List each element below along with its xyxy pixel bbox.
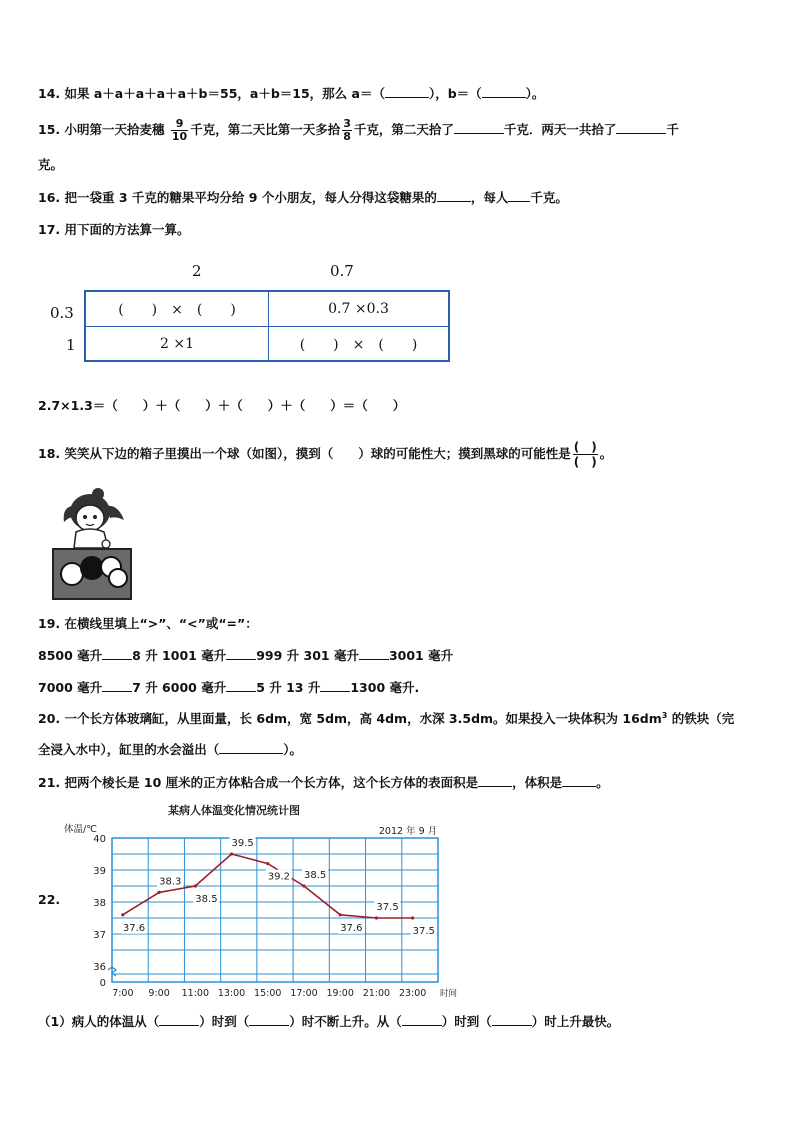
q16-text-3: 千克。 bbox=[530, 190, 568, 205]
x-tick-label: 23:00 bbox=[398, 988, 427, 999]
data-label: 38.3 bbox=[159, 876, 182, 888]
y-tick-label: 38 bbox=[93, 898, 106, 909]
data-label: 37.6 bbox=[122, 922, 146, 934]
grid-top-right-label: 0.7 bbox=[330, 262, 354, 280]
x-tick-label: 13:00 bbox=[217, 988, 246, 999]
q19-r1-item: 3001 毫升 bbox=[388, 648, 454, 663]
q20-text-1: 一个长方体玻璃缸，从里面量，长 6dm，宽 5dm，高 4dm，水深 3.5dm。如果投入一块体积为 16dm bbox=[64, 711, 662, 726]
x-tick-label: 11:00 bbox=[181, 988, 210, 999]
q14-answer-a[interactable] bbox=[385, 85, 429, 98]
q20-superscript: 3 bbox=[661, 710, 668, 720]
frac-num: 3 bbox=[343, 117, 351, 130]
multiplication-grid bbox=[84, 290, 450, 362]
fraction-9-10 bbox=[171, 118, 188, 143]
q20-text-2: 全浸入水中），缸里的水会溢出（ bbox=[38, 742, 220, 757]
frac-den: ( ) bbox=[573, 455, 597, 469]
q18-text-1: 笑笑从下边的箱子里摸出一个球（如图），摸到（ ）球的可能性大；摸到黑球的可能性是 bbox=[64, 446, 571, 461]
x-tick-label: 17:00 bbox=[290, 988, 318, 999]
q20-number: 20. bbox=[38, 711, 61, 726]
q16-text-1: 把一袋重 3 千克的糖果平均分给 9 个小朋友，每人分得这袋糖果的 bbox=[64, 190, 437, 205]
question-19 bbox=[38, 614, 258, 632]
q14-text: 如果 a＋a＋a＋a＋a＋b＝55，a＋b＝15，那么 a＝（ bbox=[64, 86, 385, 101]
x-tick-label: 19:00 bbox=[326, 988, 354, 999]
compare-blank[interactable] bbox=[320, 679, 350, 692]
q17-equation[interactable]: 2.7×1.3＝（ ）＋（ ）＋（ ）＋（ ）＝（ ） bbox=[38, 398, 406, 413]
q15-continuation bbox=[38, 155, 63, 173]
q20-text-2b: ）。 bbox=[283, 742, 303, 757]
grid-top-left-label: 2 bbox=[192, 262, 202, 280]
chart-title: 某病人体温变化情况统计图 bbox=[168, 804, 300, 817]
q22-text-1: （1）病人的体温从（ bbox=[38, 1014, 160, 1029]
x-tick-label: 21:00 bbox=[362, 988, 391, 999]
q22-answer-3[interactable] bbox=[402, 1013, 442, 1026]
q16-number: 16. bbox=[38, 190, 61, 205]
compare-blank[interactable] bbox=[226, 679, 256, 692]
q19-r2-item: 1300 毫升. bbox=[350, 680, 420, 695]
data-point bbox=[266, 862, 269, 865]
x-axis-label: 时间 bbox=[440, 989, 458, 999]
y-tick-label: 40 bbox=[93, 834, 106, 845]
frac-num: 9 bbox=[171, 118, 188, 131]
compare-blank[interactable] bbox=[102, 647, 132, 660]
q22-answer-2[interactable] bbox=[249, 1013, 289, 1026]
data-point bbox=[302, 884, 305, 887]
q20-answer[interactable] bbox=[219, 741, 283, 754]
q14-answer-b[interactable] bbox=[482, 85, 526, 98]
question-20 bbox=[38, 709, 734, 727]
grid-cell-top-left[interactable]: ( ) × ( ) bbox=[118, 302, 236, 318]
chart-subtitle: 2012 年 9 月 bbox=[378, 826, 438, 837]
x-tick-label: 9:00 bbox=[148, 988, 170, 999]
q15-answer-2[interactable] bbox=[616, 121, 666, 134]
q22-answer-1[interactable] bbox=[159, 1013, 199, 1026]
data-point bbox=[230, 852, 233, 855]
fraction-3-8 bbox=[342, 118, 352, 143]
q19-number: 19. bbox=[38, 616, 61, 631]
q21-text-3: 。 bbox=[596, 775, 609, 790]
compare-blank[interactable] bbox=[226, 647, 256, 660]
x-tick-label: 7:00 bbox=[112, 988, 134, 999]
q15-answer-1[interactable] bbox=[454, 121, 504, 134]
girl-illustration bbox=[56, 486, 136, 552]
q15-text-2: 千克，第二天比第一天多拾 bbox=[190, 122, 341, 137]
frac-den: 8 bbox=[343, 130, 351, 143]
ball-box bbox=[52, 548, 132, 600]
q17-text: 用下面的方法算一算。 bbox=[64, 222, 190, 237]
question-17 bbox=[38, 220, 190, 238]
q20-continuation bbox=[38, 740, 302, 758]
q19-r1-item: 8500 毫升 bbox=[38, 648, 103, 663]
data-label: 37.5 bbox=[376, 902, 399, 913]
question-21 bbox=[38, 773, 609, 791]
q21-answer-1[interactable] bbox=[478, 774, 512, 787]
q21-answer-2[interactable] bbox=[562, 774, 596, 787]
data-label: 39.2 bbox=[267, 871, 291, 883]
data-label: 38.5 bbox=[195, 894, 218, 905]
q20-text-1b: 的铁块（完 bbox=[667, 711, 735, 726]
data-label: 39.5 bbox=[231, 838, 254, 849]
q14-mid: ），b＝（ bbox=[428, 86, 482, 101]
q22-answer-4[interactable] bbox=[492, 1013, 532, 1026]
q18-text-2: 。 bbox=[599, 446, 613, 461]
q18-answer-fraction[interactable] bbox=[573, 440, 598, 469]
q21-text-2: ，体积是 bbox=[512, 775, 563, 790]
q19-r2-item: 7 升 6000 毫升 bbox=[132, 680, 227, 695]
frac-den: 10 bbox=[171, 130, 188, 143]
compare-blank[interactable] bbox=[359, 647, 389, 660]
q15-text-5: 千 bbox=[666, 122, 679, 137]
face-icon bbox=[76, 505, 104, 531]
q22-sub-1 bbox=[38, 1012, 619, 1030]
q19-r2-item: 7000 毫升 bbox=[38, 680, 103, 695]
q22-text-2: ）时到（ bbox=[199, 1014, 250, 1029]
data-point bbox=[375, 916, 378, 919]
q19-row-1 bbox=[38, 646, 453, 664]
q16-answer-2[interactable] bbox=[508, 189, 530, 202]
temperature-chart bbox=[62, 800, 462, 1000]
q21-text-1: 把两个棱长是 10 厘米的正方体粘合成一个长方体，这个长方体的表面积是 bbox=[64, 775, 479, 790]
q16-answer-1[interactable] bbox=[437, 189, 471, 202]
y-tick-label: 37 bbox=[93, 930, 106, 941]
q22-text-3: ）时不断上升。从（ bbox=[289, 1014, 402, 1029]
q15-text-6: 克。 bbox=[38, 157, 64, 172]
q17-number: 17. bbox=[38, 222, 61, 237]
chart-svg bbox=[62, 800, 462, 1000]
q15-text-3: 千克，第二天拾了 bbox=[353, 122, 454, 137]
grid-cell-top-right: 0.7 ×0.3 bbox=[328, 301, 389, 317]
question-15 bbox=[38, 118, 679, 143]
grid-side-bottom-label: 1 bbox=[66, 336, 76, 354]
data-point bbox=[411, 916, 414, 919]
y-tick-label: 36 bbox=[93, 962, 106, 973]
q19-r2-item: 5 升 13 升 bbox=[256, 680, 321, 695]
q15-text-1: 小明第一天拾麦穗 bbox=[64, 122, 165, 137]
q19-r1-item: 999 升 301 毫升 bbox=[256, 648, 359, 663]
q21-number: 21. bbox=[38, 775, 61, 790]
q22-number: 22. bbox=[38, 892, 61, 907]
grid-cell-bottom-left: 2 ×1 bbox=[160, 335, 194, 352]
q22-text-5: ）时上升最快。 bbox=[531, 1014, 620, 1029]
data-point bbox=[157, 891, 160, 894]
question-18 bbox=[38, 440, 612, 469]
data-point bbox=[194, 884, 197, 887]
white-ball-icon bbox=[108, 568, 128, 588]
q14-end: ）。 bbox=[525, 86, 545, 101]
data-point bbox=[121, 913, 124, 916]
data-label: 37.6 bbox=[340, 922, 363, 934]
grid-cell-bottom-right[interactable]: ( ) × ( ) bbox=[299, 336, 418, 353]
q16-text-2: ，每人 bbox=[470, 190, 509, 205]
q14-number: 14. bbox=[38, 86, 61, 101]
q18-number: 18. bbox=[38, 446, 61, 461]
data-label: 38.5 bbox=[303, 870, 327, 881]
grid-side-top-label: 0.3 bbox=[50, 304, 74, 322]
question-14 bbox=[38, 84, 544, 102]
y-tick-label: 39 bbox=[93, 866, 106, 877]
y-tick-label: 0 bbox=[99, 978, 106, 989]
data-point bbox=[339, 913, 342, 916]
q15-text-4: 千克．两天一共拾了 bbox=[503, 122, 617, 137]
compare-blank[interactable] bbox=[102, 679, 132, 692]
q19-r1-item: 8 升 1001 毫升 bbox=[132, 648, 227, 663]
q19-text: 在横线里填上“>”、“<”或“=”： bbox=[64, 616, 258, 631]
data-label: 37.5 bbox=[412, 926, 435, 937]
q22-text-4: ）时到（ bbox=[441, 1014, 492, 1029]
q19-row-2 bbox=[38, 678, 419, 696]
x-tick-label: 15:00 bbox=[254, 988, 282, 999]
frac-num: ( ) bbox=[573, 440, 597, 454]
y-axis-label: 体温/℃ bbox=[64, 824, 97, 835]
question-16 bbox=[38, 188, 568, 206]
q15-number: 15. bbox=[38, 122, 61, 137]
